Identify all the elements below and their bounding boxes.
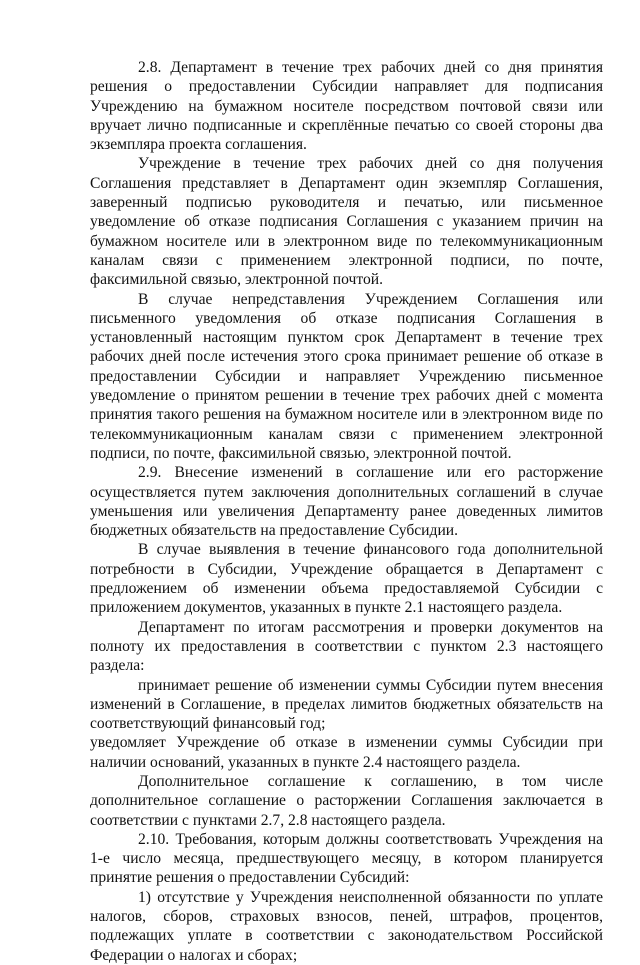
paragraph-additional-need: В случае выявления в течение финансового года дополнительной потребности в Субсидии, Учреждение обращается в Департамент с предложением об изменении объема предоставляемой Субсидии с приложением документов, указанных в пункте 2.1 настоящего раздела.: [90, 541, 603, 617]
paragraph-institution-response: Учреждение в течение трех рабочих дней со дня получения Соглашения представляет в Департамент один экземпляр Соглашения, заверенный подписью руководителя и печатью, или письменное уведомление об отказе подписания Соглашения с указанием причин на бумажном носителе или в электронном виде по телекоммуникационным каналам связи с применением электронной подписи, по почте, факсимильной связью, электронной почтой.: [90, 155, 603, 289]
paragraph-2-10: 2.10. Требования, которым должны соответствовать Учреждения на 1-е число месяца, предшествующего месяцу, в котором планируется принятие решения о предоставлении Субсидий:: [90, 830, 603, 887]
paragraph-decision-change: принимает решение об изменении суммы Субсидии путем внесения изменений в Соглашение, в пределах лимитов бюджетных обязательств на соответствующий финансовый год;: [90, 676, 603, 733]
paragraph-2-9: 2.9. Внесение изменений в соглашение или его расторжение осуществляется путем заключения дополнительных соглашений в случае уменьшения или увеличения Департаменту ранее доведенных лимитов бюджетных обязательств на предоставление Субсидии.: [90, 464, 603, 540]
paragraph-non-submission: В случае непредставления Учреждением Соглашения или письменного уведомления об отказе подписания Соглашения в установленный настоящим пунктом срок Департамент в течение трех рабочих дней после истечения этого срока принимает решение об отказе в предоставлении Субсидии и направляет Учреждению письменное уведомление о принятом решении в течение трех рабочих дней с момента принятия такого решения на бумажном носителе или в электронном виде по телекоммуникационным каналам связи с применением электронной подписи, по почте, факсимильной связью, электронной почтой.: [90, 290, 603, 462]
paragraph-requirement-1: 1) отсутствие у Учреждения неисполненной обязанности по уплате налогов, сборов, страховых взносов, пеней, штрафов, процентов, подлежащих уплате в соответствии с законодательством Российской Федерации о налогах и сборах;: [90, 888, 603, 964]
paragraph-2-8: 2.8. Департамент в течение трех рабочих дней со дня принятия решения о предоставлении Субсидии направляет для подписания Учреждению на бумажном носителе посредством почтовой связи или вручает лично подписанные и скреплённые печатью со своей стороны два экземпляра проекта соглашения.: [90, 59, 603, 154]
paragraph-additional-agreement: Дополнительное соглашение к соглашению, в том числе дополнительное соглашение о расторжении Соглашения заключается в соответствии с пунктами 2.7, 2.8 настоящего раздела.: [90, 772, 603, 829]
paragraph-notify-refusal: уведомляет Учреждение об отказе в изменении суммы Субсидии при наличии оснований, указанных в пункте 2.4 настоящего раздела.: [90, 734, 603, 771]
paragraph-department-review: Департамент по итогам рассмотрения и проверки документов на полноту их предоставления в соответствии с пунктом 2.3 настоящего раздела:: [90, 618, 603, 675]
